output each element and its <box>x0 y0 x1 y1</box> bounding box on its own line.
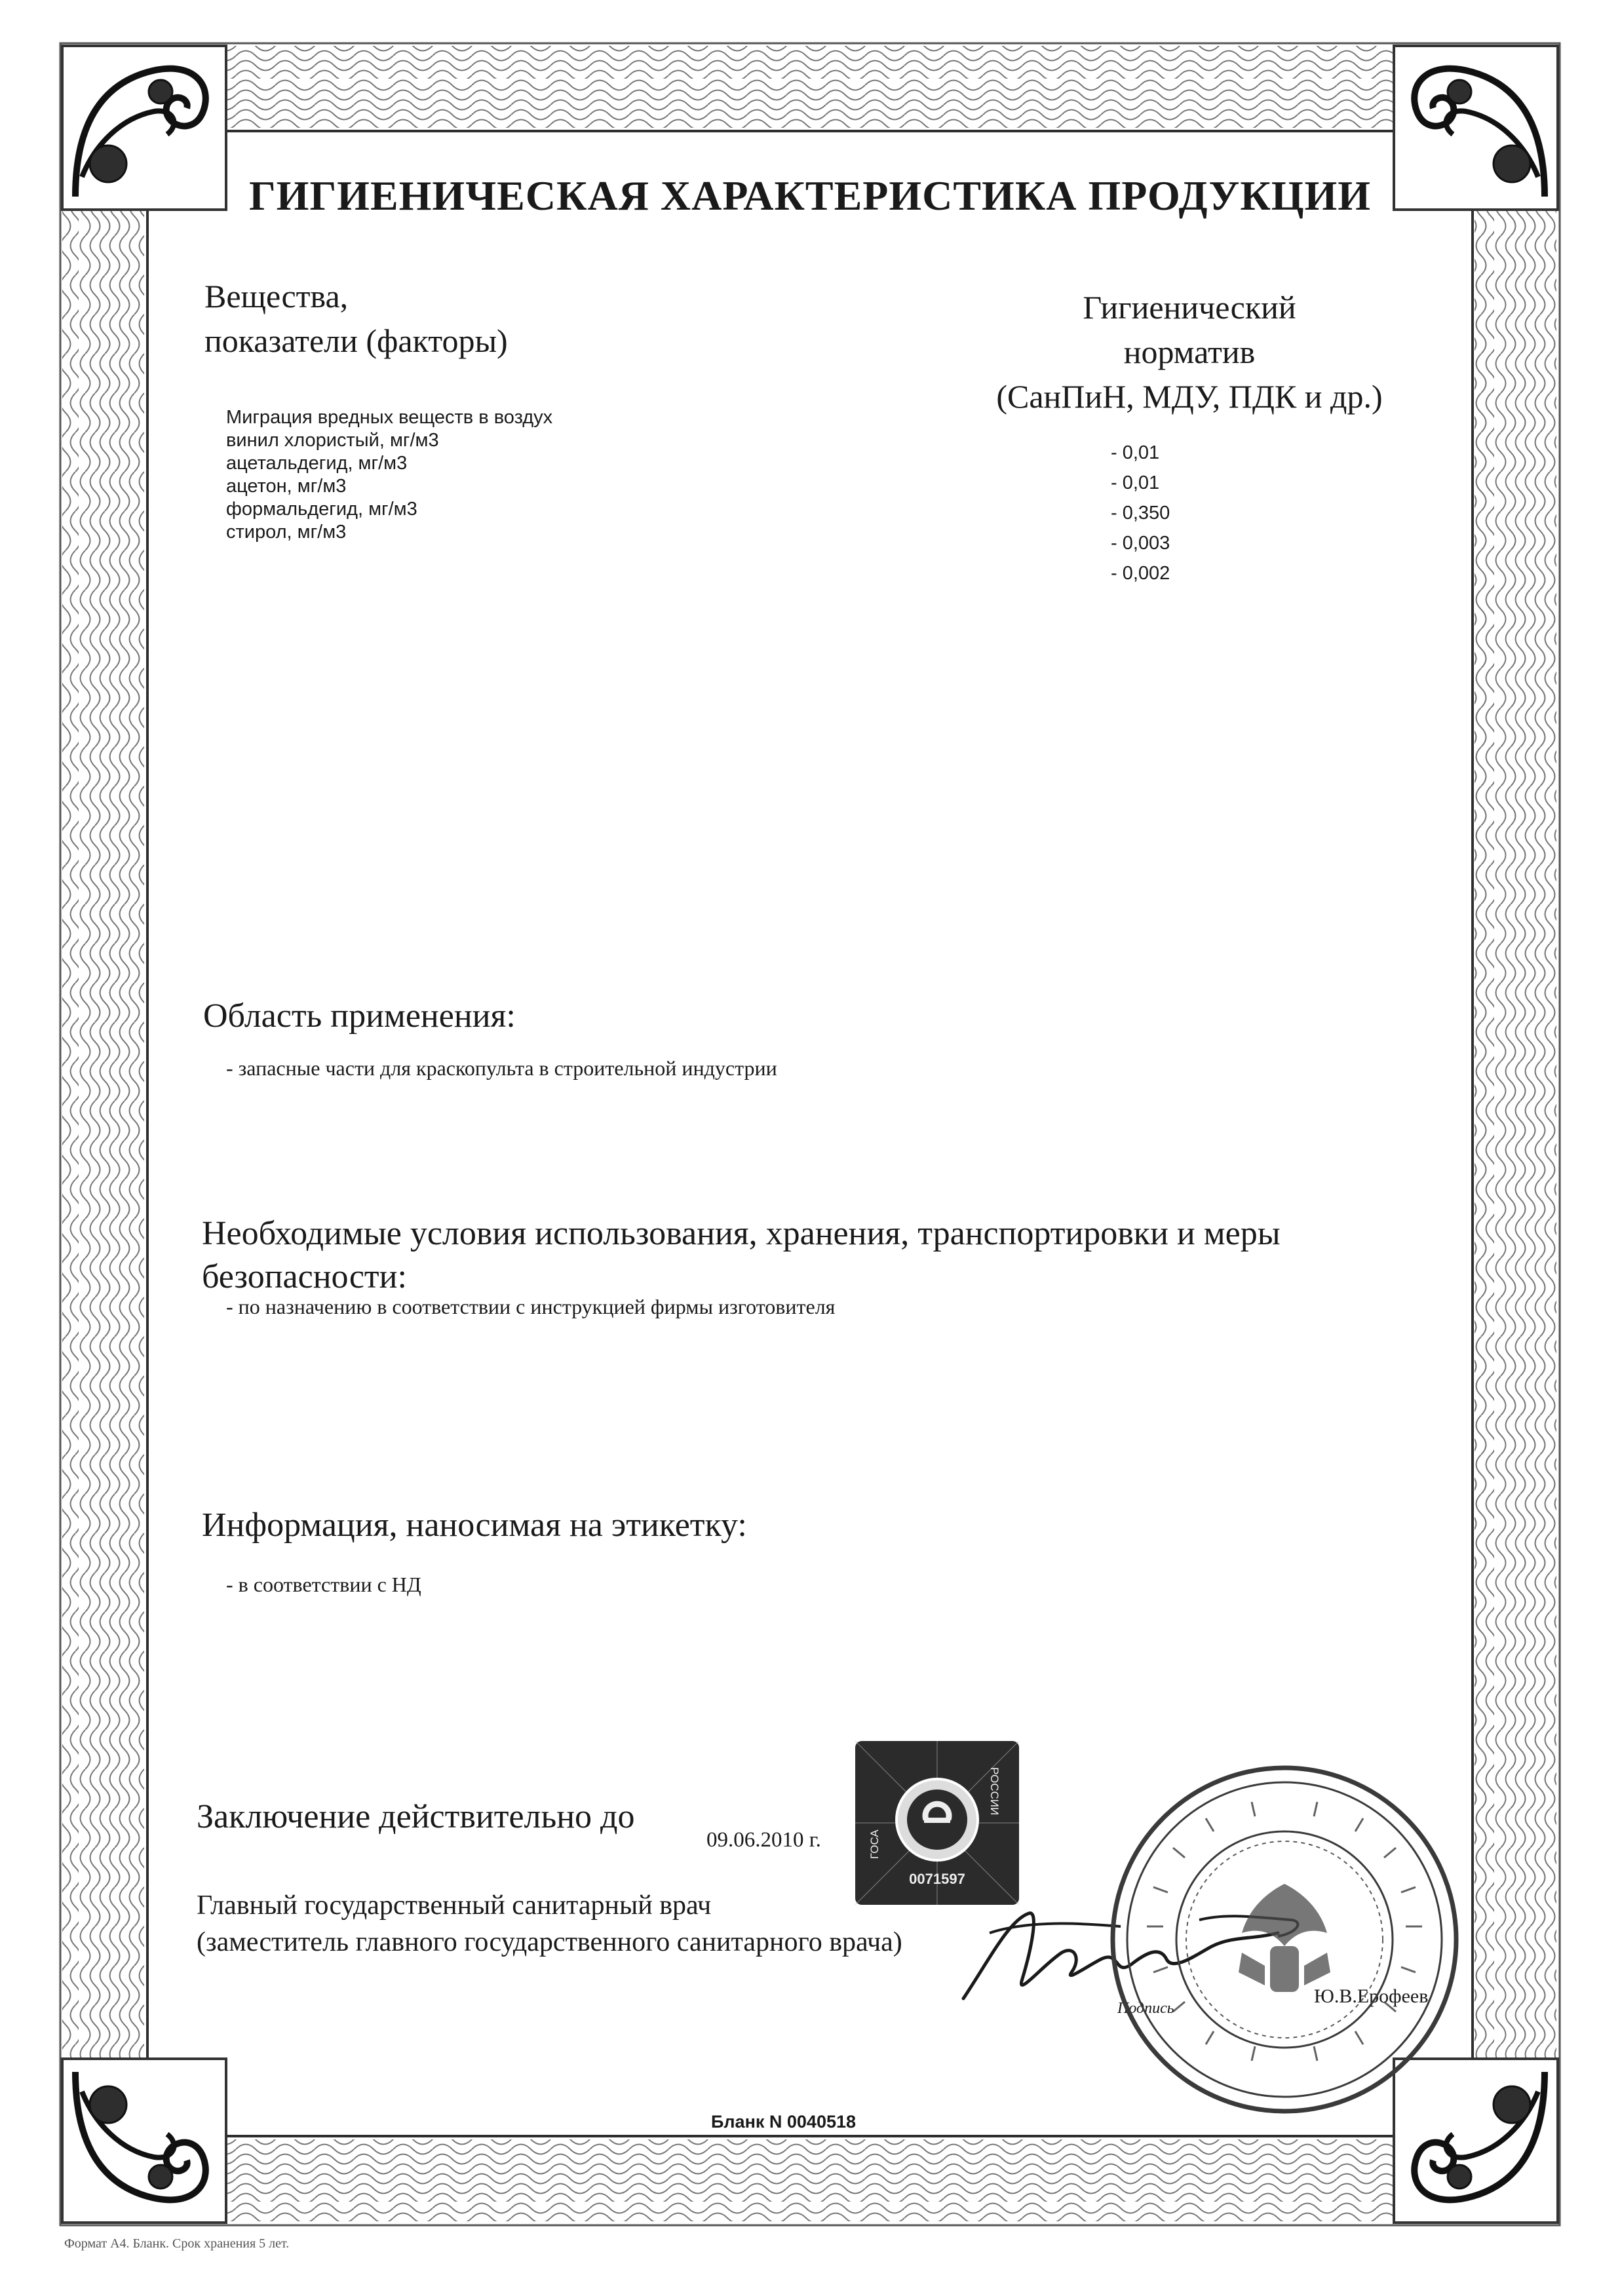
norm-header-line: норматив <box>1123 334 1256 370</box>
migration-title: Миграция вредных веществ в воздух <box>226 407 553 428</box>
substance-name: стирол, мг/м3 <box>226 522 347 543</box>
signature-caption: Подпись <box>1117 2000 1174 2017</box>
application-item: - запасные части для краскопульта в строительной индустрии <box>226 1056 777 1080</box>
hologram-number: 0071597 <box>909 1871 965 1887</box>
conditions-heading-line: Необходимые условия использования, хранения, транспортировки и меры <box>202 1215 1281 1252</box>
norm-header <box>970 285 1409 419</box>
substance-name: формальдегид, мг/м3 <box>226 499 417 520</box>
signatory-block <box>197 1887 902 1961</box>
document-title: ГИГИЕНИЧЕСКАЯ ХАРАКТЕРИСТИКА ПРОДУКЦИИ <box>248 172 1372 219</box>
substances-list <box>226 406 552 544</box>
application-heading: Область применения: <box>203 997 516 1035</box>
norm-values <box>1111 438 1170 588</box>
norm-value: - 0,002 <box>1111 563 1170 584</box>
format-note: Формат А4. Бланк. Срок хранения 5 лет. <box>64 2236 290 2251</box>
hologram-sticker <box>855 1741 1019 1905</box>
substance-name: ацетон, мг/м3 <box>226 476 347 497</box>
substance-name: ацетальдегид, мг/м3 <box>226 453 408 474</box>
signatory-deputy-title: (заместитель главного государственного санитарного врача) <box>197 1927 902 1957</box>
official-seal-icon <box>1101 1756 1468 2123</box>
substances-header <box>204 274 508 363</box>
conditions-heading <box>202 1212 1281 1299</box>
valid-until-date: 09.06.2010 г. <box>706 1828 821 1852</box>
norm-value: - 0,01 <box>1111 442 1160 463</box>
norm-value: - 0,350 <box>1111 503 1170 524</box>
substance-name: винил хлористый, мг/м3 <box>226 430 439 451</box>
substances-header-line: Вещества, <box>204 278 349 315</box>
norm-value: - 0,003 <box>1111 533 1170 554</box>
signatory-title: Главный государственный санитарный врач <box>197 1890 712 1921</box>
norm-header-line: Гигиенический <box>1083 289 1296 326</box>
valid-until-label: Заключение действительно до <box>197 1798 635 1835</box>
norm-header-line: (СанПиН, МДУ, ПДК и др.) <box>996 378 1383 415</box>
hologram-left-text: ГОСА <box>868 1829 881 1859</box>
conditions-heading-line: безопасности: <box>202 1258 407 1295</box>
signer-name: Ю.В.Ерофеев <box>1314 1985 1429 2007</box>
norm-value: - 0,01 <box>1111 472 1160 493</box>
blank-number: Бланк N 0040518 <box>711 2112 857 2132</box>
label-info-item: - в соответствии с НД <box>226 1573 421 1596</box>
label-info-heading: Информация, наносимая на этикетку: <box>202 1506 747 1544</box>
substances-header-line: показатели (факторы) <box>204 322 508 359</box>
conditions-item: - по назначению в соответствии с инструкцией фирмы изготовителя <box>226 1295 836 1318</box>
hologram-right-text: РОССИИ <box>988 1767 1001 1816</box>
